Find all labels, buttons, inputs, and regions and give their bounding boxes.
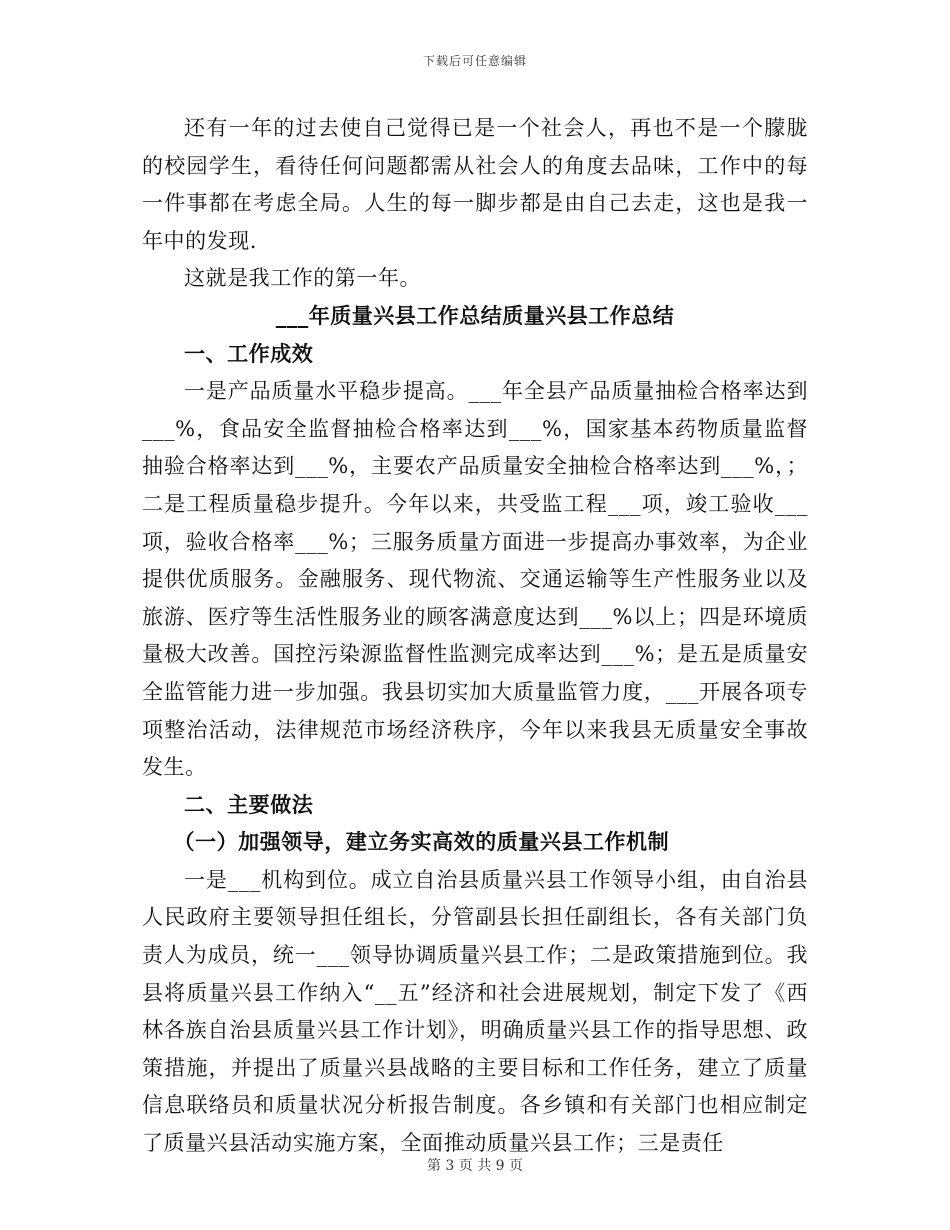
paragraph-reflection: 还有一年的过去使自己觉得已是一个社会人，再也不是一个朦胧的校园学生，看待任何问题都需从社会人的角度去品味，工作中的每一件事都在考虑全局。人生的每一脚步都是由自己去走，这也是我一年中的发现. xyxy=(142,116,808,253)
page-header: 下载后可任意编辑 xyxy=(422,54,527,68)
page-number: 第 3 页 共 9 页 xyxy=(426,1158,524,1174)
subsection-heading-leadership: （一）加强领导，建立务实高效的质量兴县工作机制 xyxy=(173,830,670,855)
section-heading-results: 一、工作成效 xyxy=(184,341,314,366)
document-body xyxy=(142,110,808,1163)
document-title: ___年质量兴县工作总结质量兴县工作总结 xyxy=(275,303,675,328)
paragraph-results: 一是产品质量水平稳步提高。___年全县产品质量抽检合格率达到___%，食品安全监督抽检合格率达到___%，国家基本药物质量监督抽验合格率达到___%，主要农产品质量安全抽检合格率达到___%，；二是工程质量稳步提升。今年以来，共受监工程___项，竣工验收___项，验收合格率___%；三服务质量方面进一步提高办事效率，为企业提供优质服务。金融服务、现代物流、交通运输等生产性服务业以及旅游、医疗等生活性服务业的顾客满意度达到___%以上；四是环境质量极大改善。国控污染源监督性监测完成率达到___%；是五是质量安全监管能力进一步加强。我县切实加大质量监管力度，___开展各项专项整治活动，法律规范市场经济秩序，今年以来我县无质量安全事故发生。 xyxy=(142,379,808,780)
paragraph-leadership: 一是___机构到位。成立自治县质量兴县工作领导小组，由自治县人民政府主要领导担任组长，分管副县长担任副组长，各有关部门负责人为成员，统一___领导协调质量兴县工作；二是政策措施到位。我县将质量兴县工作纳入“__五”经济和社会进展规划，制定下发了《西林各族自治县质量兴县工作计划》，明确质量兴县工作的指导思想、政策措施，并提出了质量兴县战略的主要目标和工作任务，建立了质量信息联络员和质量状况分析报告制度。各乡镇和有关部门也相应制定了质量兴县活动实施方案，全面推动质量兴县工作；三是责任 xyxy=(142,867,808,1156)
section-heading-methods: 二、主要做法 xyxy=(184,792,314,817)
paragraph-first-year: 这就是我工作的第一年。 xyxy=(184,266,422,291)
